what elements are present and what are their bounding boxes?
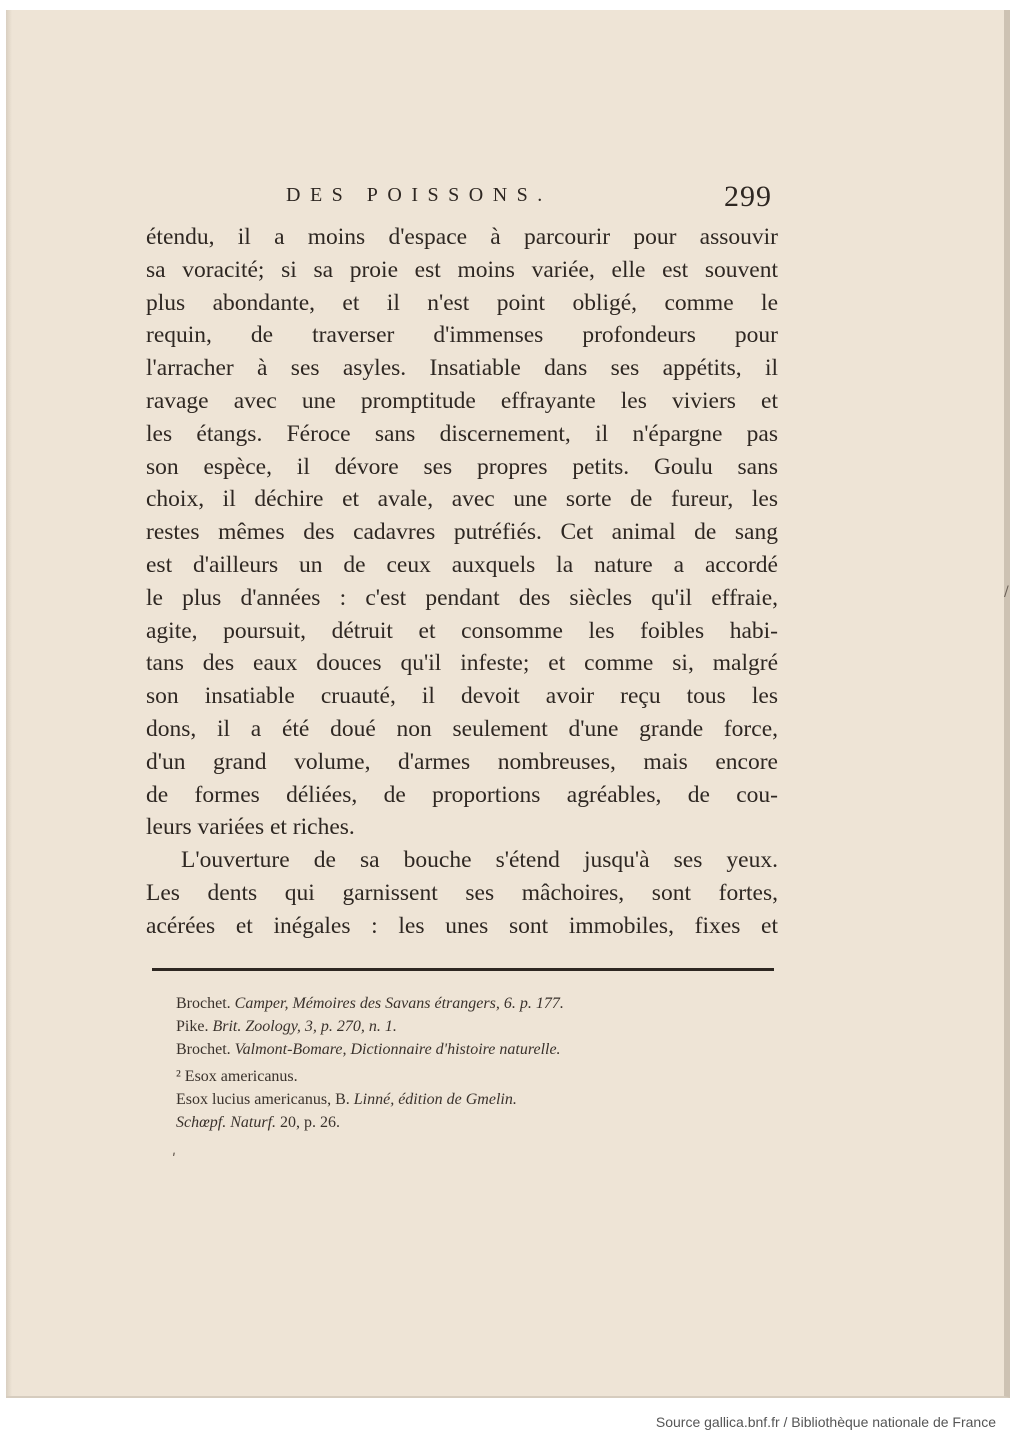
footnote-line: ² Esox americanus. bbox=[176, 1068, 298, 1085]
footnote-line bbox=[176, 1111, 736, 1134]
body-text bbox=[146, 221, 778, 943]
footnote-line bbox=[176, 1038, 736, 1061]
page-header bbox=[6, 180, 1010, 220]
body-line: l'arracher à ses asyles. Insatiable dans ses appétits, il bbox=[146, 355, 778, 382]
body-line: sa voracité; si sa proie est moins variée, elle est souvent bbox=[146, 256, 778, 283]
body-line: étendu, il a moins d'espace à parcourir pour assouvir bbox=[146, 224, 778, 250]
footnote-reference: 20, p. 26. bbox=[280, 1114, 341, 1131]
body-line: Les dents qui garnissent ses mâchoires, sont fortes, bbox=[146, 879, 778, 906]
footnote-line bbox=[176, 992, 736, 1015]
body-line: d'un grand volume, d'armes nombreuses, mais encore bbox=[146, 748, 778, 775]
ink-mark: / bbox=[1004, 584, 1009, 600]
footnote-name: Brochet. bbox=[176, 995, 231, 1012]
footnotes bbox=[176, 992, 736, 1134]
body-line: plus abondante, et il n'est point obligé, comme le bbox=[146, 289, 778, 316]
running-head: DES POISSONS. bbox=[286, 184, 552, 206]
body-line: choix, il déchire et avale, avec une sorte de fureur, les bbox=[146, 486, 778, 513]
footnote-name: Esox lucius americanus, B. bbox=[176, 1091, 350, 1108]
footnote-name: Pike. bbox=[176, 1018, 209, 1035]
footnote-reference: Linné, édition de Gmelin. bbox=[353, 1091, 517, 1108]
source-credit: Source gallica.bnf.fr / Bibliothèque nationale de France bbox=[655, 1414, 996, 1430]
page-number: 299 bbox=[724, 180, 772, 213]
body-line: de formes déliées, de proportions agréables, de cou- bbox=[146, 781, 778, 808]
book-page bbox=[6, 10, 1010, 1398]
body-line: agite, poursuit, détruit et consomme les foibles habi- bbox=[146, 617, 778, 644]
body-line: requin, de traverser d'immenses profondeurs pour bbox=[146, 322, 778, 349]
body-line: dons, il a été doué non seulement d'une grande force, bbox=[146, 715, 778, 742]
body-line: restes mêmes des cadavres putréfiés. Cet animal de sang bbox=[146, 519, 778, 546]
footnote-name: Schœpf. Naturf. bbox=[176, 1114, 277, 1131]
body-line: les étangs. Féroce sans discernement, il n'épargne pas bbox=[146, 420, 778, 447]
body-line: le plus d'années : c'est pendant des siècles qu'il effraie, bbox=[146, 584, 778, 611]
body-line: L'ouverture de sa bouche s'étend jusqu'à ses yeux. bbox=[181, 847, 778, 874]
body-line: tans des eaux douces qu'il infeste; et comme si, malgré bbox=[146, 650, 778, 677]
footnote-line bbox=[176, 1015, 736, 1038]
footnote-line bbox=[176, 1088, 736, 1111]
body-line: son espèce, il dévore ses propres petits. Goulu sans bbox=[146, 453, 778, 480]
footnote-reference: Valmont-Bomare, Dictionnaire d'histoire naturelle. bbox=[234, 1041, 561, 1058]
body-line: acérées et inégales : les unes sont immobiles, fixes et bbox=[146, 912, 778, 939]
body-line: son insatiable cruauté, il devoit avoir reçu tous les bbox=[146, 683, 778, 710]
ink-mark: ʹ bbox=[172, 1152, 176, 1168]
body-line: ravage avec une promptitude effrayante les viviers et bbox=[146, 387, 778, 414]
footnote-rule bbox=[152, 968, 774, 971]
footnote-reference: Brit. Zoology, 3, p. 270, n. 1. bbox=[212, 1018, 397, 1035]
footnote-reference: Camper, Mémoires des Savans étrangers, 6. p. 177. bbox=[234, 995, 564, 1012]
footnote-name: Brochet. bbox=[176, 1041, 231, 1058]
body-line: est d'ailleurs un de ceux auxquels la nature a accordé bbox=[146, 551, 778, 578]
body-line: leurs variées et riches. bbox=[146, 814, 355, 841]
